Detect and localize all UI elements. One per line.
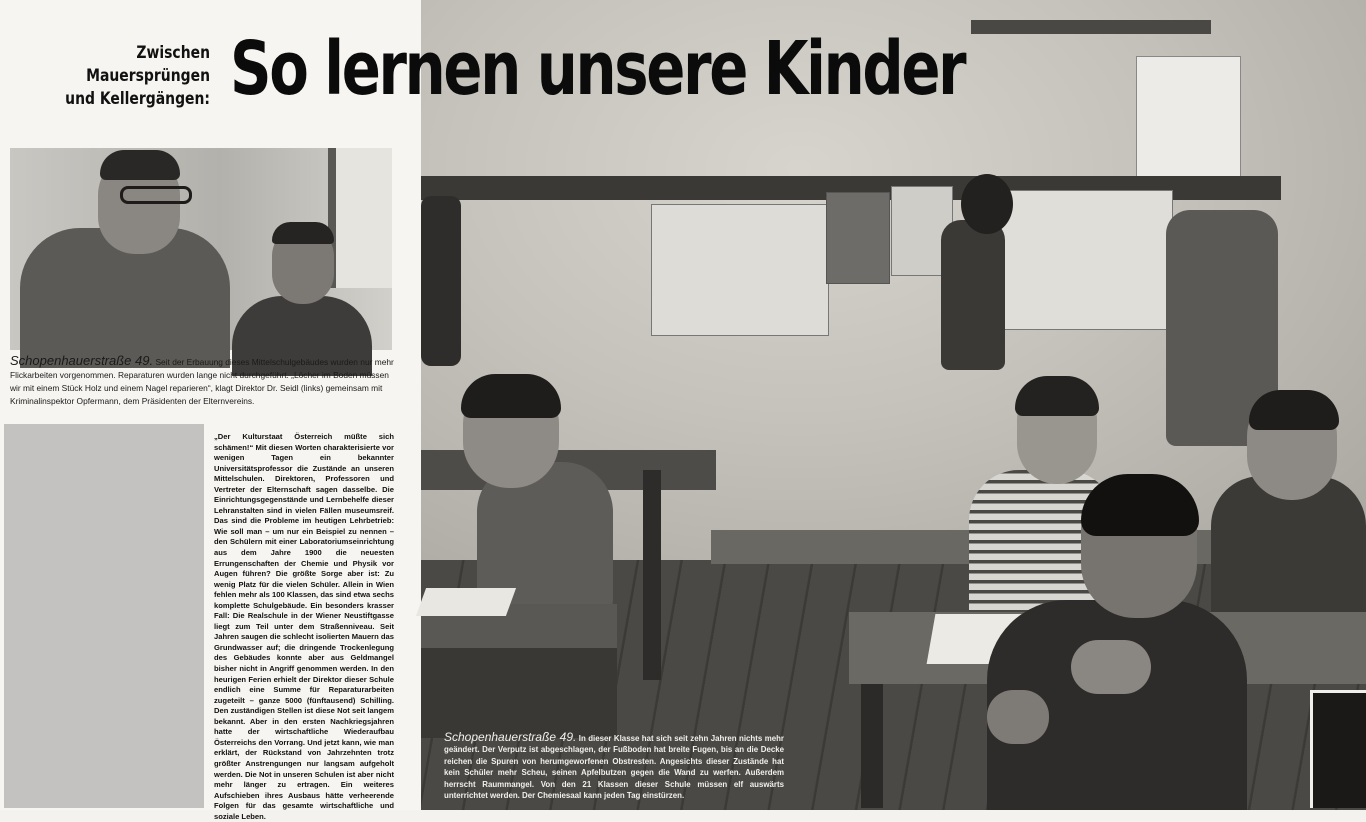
small-caption-text: Seit der Erbauung dieses Mittelschulgebäudes wurden nur mehr Flickarbeiten vorgenommen. Reparaturen wurden lange nicht durchgeführt. „Löcher im Boden müssen wir mit einem Stück Holz und einem Nagel reparieren“, klagt Direktor Dr. Seidl (links) gemeinsam mit Kriminalinspektor Opfermann, dem Präsidenten der Elternvereins. <box>10 357 394 406</box>
large-caption-text: In dieser Klasse hat sich seit zehn Jahren nichts mehr geändert. Der Verputz ist abgeschlagen, der Fußboden hat breite Fugen, bis an die Decke reichen die Spuren von herumgeworfenen Obstresten. Angesichts dieser Zustände hat kein Schüler mehr Scheu, seinen Apfelbutzen gegen die Wand zu werfen. Außerdem herrscht Raummangel. Von den 21 Klassen dieser Schule müssen elf auswärts unterrichtet werden. Der Chemiesaal kann jeden Tag einstürzen. <box>444 734 784 801</box>
photo-director-and-inspector <box>10 148 392 350</box>
headline: So lernen unsere Kinder <box>230 26 965 112</box>
article-body: „Der Kulturstaat Österreich müßte sich schämen!“ Mit diesen Worten charakterisierte vor wenigen Tagen ein bekannter Universitätsprofessor die Zustände an unseren Mittelschulen. Direktoren, Professoren und Vertreter der Elternschaft sagen dasselbe. Die Einrichtungsgegenstände und Lernbehelfe dieser Lehranstalten sind in vielen Fällen museumsreif. Das sind die Probleme im heutigen Lehrbetrieb: Wie soll man – um nur ein Beispiel zu nennen – den Schülern mit einer Laboratoriumseinrichtung aus dem Jahre 1900 die neuesten Errungenschaften der Chemie und Physik vor Augen führen? Die größte Sorge aber ist: Zu wenig Platz für die vielen Schüler. Allein in Wien fehlen mehr als 100 Klassen, das sind etwa sechs komplette Schulgebäude. Ein besonders krasser Fall: Die Realschule in der Wiener Neustiftgasse liegt zum Teil unter dem Straßenniveau. Seit Jahren saugen die schlecht isolierten Mauern das Grundwasser auf; die dringende Trockenlegung des Gebäudes konnte aber aus Geldmangel bisher nicht in Angriff genommen werden. In den heurigen Ferien erhielt der Direktor dieser Schule endlich eine Summe für Reparaturarbeiten zugeteilt – ganze 5000 (fünftausend) Schilling. Den zuständigen Stellen ist diese Not seit langem bekannt. Aber in den ersten Nachkriegsjahren hatte der wirtschaftliche Wiederaufbau Österreichs den Vorrang. Und jetzt kann, wie man erklärt, der Rückstand von Jahrzehnten trotz größter Anstrengungen nur langsam aufgeholt werden. Die Not in unseren Schulen ist aber nicht mehr länger zu ertragen. Ein weiteres Aufschieben ihres Ausbaus hätte verheerende Folgen für das gesamte wirtschaftliche und soziale Leben. <box>214 432 394 821</box>
blank-gray-block <box>4 424 204 808</box>
kicker-line-2: und Kellergängen: <box>65 89 210 109</box>
photo-classroom <box>421 0 1366 808</box>
small-caption-lead: Schopenhauerstraße 49. <box>10 353 154 368</box>
small-photo-caption <box>10 354 394 408</box>
photo-corner-frame <box>1310 690 1366 808</box>
kicker <box>46 42 210 111</box>
kicker-line-1: Zwischen Mauersprüngen <box>86 43 210 86</box>
large-photo-caption <box>444 732 784 801</box>
large-caption-lead: Schopenhauerstraße 49. <box>444 730 577 744</box>
